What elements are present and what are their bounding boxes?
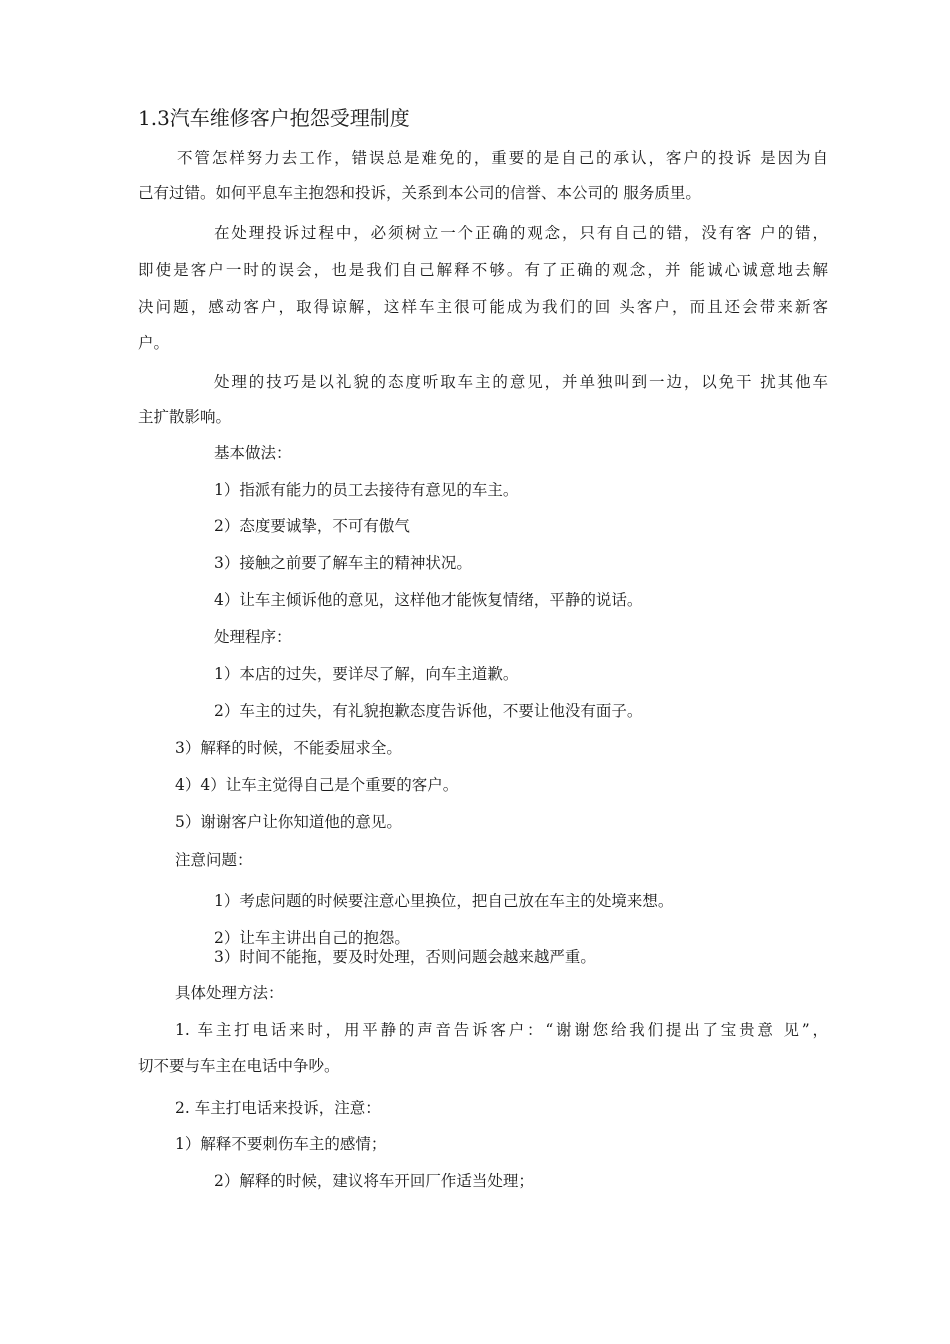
paragraph-principle-line-1: 在处理投诉过程中，必须树立一个正确的观念，只有自己的错，没有客 户的错，: [214, 224, 828, 242]
list-item: 4）4）让车主觉得自己是个重要的客户。: [175, 776, 459, 794]
paragraph-technique-line-2: 主扩散影响。: [138, 408, 232, 426]
paragraph-principle-line-3: 决问题，感动客户，取得谅解，这样车主很可能成为我们的回 头客户，而且还会带来新客: [138, 298, 828, 316]
procedure-heading: 处理程序：: [214, 628, 292, 646]
list-item: 2）解释的时候，建议将车开回厂作适当处理；: [214, 1172, 534, 1190]
list-item: 1）解释不要刺伤车主的感情；: [175, 1135, 387, 1153]
method-1-line-1: 1. 车主打电话来时，用平静的声音告诉客户：“谢谢您给我们提出了宝贵意 见”，: [175, 1021, 828, 1039]
method-2: 2. 车主打电话来投诉，注意：: [175, 1099, 381, 1117]
list-item: 4）让车主倾诉他的意见，这样他才能恢复情绪，平静的说话。: [214, 591, 643, 609]
list-item: 2）让车主讲出自己的抱怨。: [214, 929, 410, 947]
list-item: 3）时间不能拖，要及时处理，否则问题会越来越严重。: [214, 948, 596, 966]
method-1-line-2: 切不要与车主在电话中争吵。: [138, 1057, 340, 1075]
list-item: 1）指派有能力的员工去接待有意见的车主。: [214, 481, 519, 499]
paragraph-technique-line-1: 处理的技巧是以礼貌的态度听取车主的意见，并单独叫到一边，以免干 扰其他车: [214, 373, 828, 391]
basic-heading: 基本做法：: [214, 444, 292, 462]
list-item: 3）接触之前要了解车主的精神状况。: [214, 554, 472, 572]
list-item: 1）本店的过失，要详尽了解，向车主道歉。: [214, 665, 519, 683]
page-title: 1.3汽车维修客户抱怨受理制度: [138, 106, 410, 130]
paragraph-intro-line-2: 己有过错。如何平息车主抱怨和投诉，关系到本公司的信誉、本公司的 服务质里。: [138, 184, 701, 202]
list-item: 2）车主的过失，有礼貌抱歉态度告诉他，不要让他没有面子。: [214, 702, 643, 720]
list-item: 5）谢谢客户让你知道他的意见。: [175, 813, 402, 831]
list-item: 3）解释的时候，不能委屈求全。: [175, 739, 402, 757]
attention-heading: 注意问题：: [175, 851, 253, 869]
paragraph-principle-line-4: 户。: [138, 334, 170, 352]
list-item: 1）考虑问题的时候要注意心里换位，把自己放在车主的处境来想。: [214, 892, 674, 910]
paragraph-intro-line-1: 不管怎样努力去工作，错误总是难免的，重要的是自己的承认，客户的投诉 是因为自: [175, 149, 828, 167]
paragraph-principle-line-2: 即使是客户一时的误会，也是我们自己解释不够。有了正确的观念，并 能诚心诚意地去解: [138, 261, 828, 279]
list-item: 2）态度要诚挚，不可有傲气: [214, 517, 410, 535]
methods-heading: 具体处理方法：: [175, 984, 284, 1002]
